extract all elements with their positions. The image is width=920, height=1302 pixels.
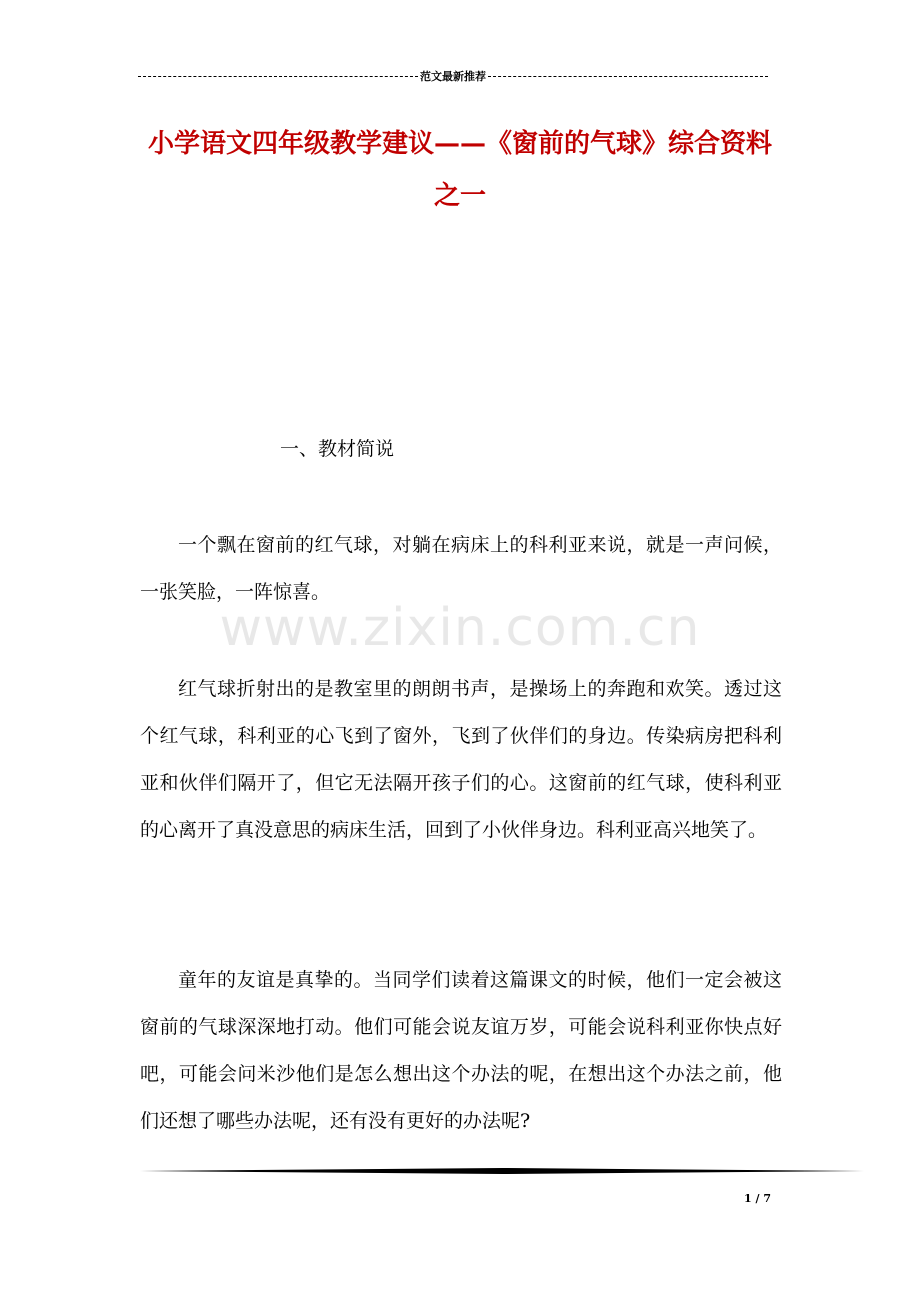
watermark: www.zixin.com.cn <box>219 598 701 658</box>
header-label: 范文最新推荐 <box>420 70 486 83</box>
section-heading: 一、教材简说 <box>280 438 395 460</box>
paragraph-2: 红气球折射出的是教室里的朗朗书声，是操场上的奔跑和欢笑。透过这个红气球，科利亚的心飞到了窗外，飞到了伙伴们的身边。传染病房把科利亚和伙伴们隔开了，但它无法隔开孩子们的心。这窗前的红气球，使科利亚的心离开了真没意思的病床生活，回到了小伙伴身边。科利亚高兴地笑了。 <box>140 678 782 841</box>
paragraph-3: 童年的友谊是真挚的。当同学们读着这篇课文的时候，他们一定会被这窗前的气球深深地打动。他们可能会说友谊万岁，可能会说科利亚你快点好吧，可能会问米沙他们是怎么想出这个办法的呢，在想出这个办法之前，他们还想了哪些办法呢，还有没有更好的办法呢? <box>140 969 782 1132</box>
paragraph-1: 一个飘在窗前的红气球，对躺在病床上的科利亚来说，就是一声问候，一张笑脸，一阵惊喜。 <box>140 534 782 603</box>
document-title: 小学语文四年级教学建议——《窗前的气球》综合资料之一 <box>147 129 772 211</box>
page-number: 1 / 7 <box>744 1192 771 1205</box>
header-bar <box>138 66 768 86</box>
header-dash-left <box>138 76 418 77</box>
header-dash-right <box>488 76 768 77</box>
footer-rule <box>140 1168 864 1174</box>
